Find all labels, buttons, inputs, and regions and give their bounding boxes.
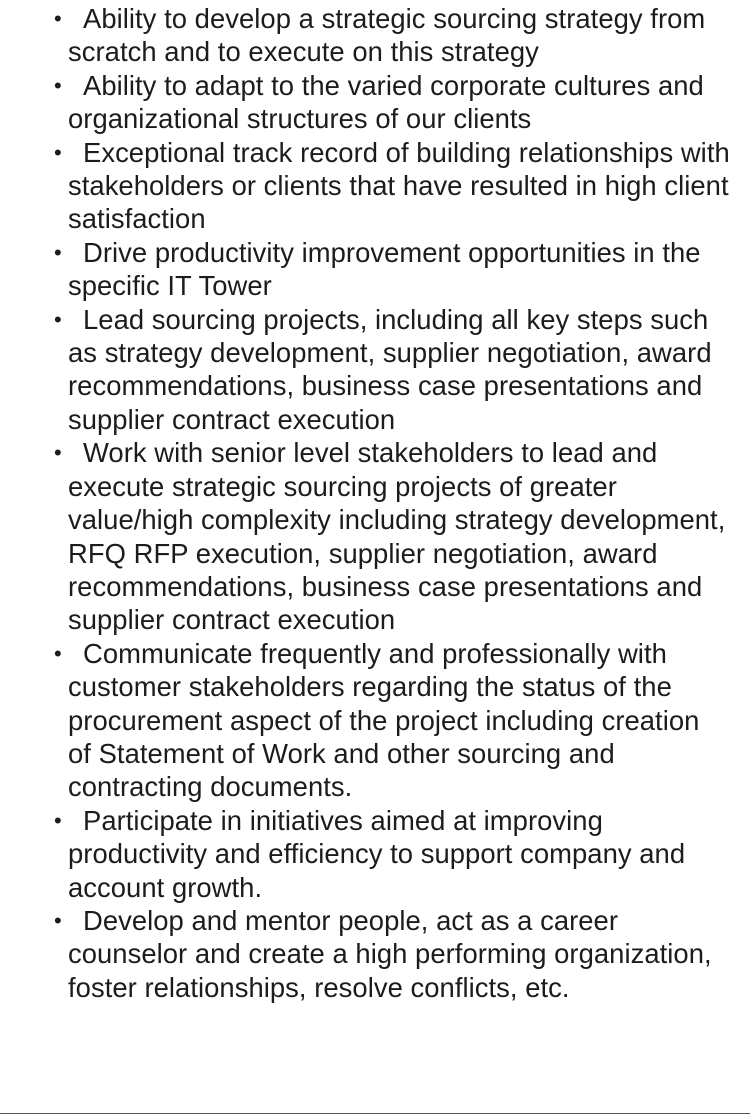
list-item-text: Communicate frequently and professionally with customer stakeholders regarding the status of the procurement aspect of the project including creation of Statement of Work and other sourcing and contracting documents. [68,637,700,803]
bullet-icon: • [54,139,62,165]
list-item-text: Drive productivity improvement opportunities in the specific IT Tower [68,236,701,302]
bullet-icon: • [54,907,62,933]
list-item-text: Work with senior level stakeholders to lead and execute strategic sourcing projects of greater value/high complexity including strategy development, RFQ RFP execution, supplier negotiation, award recommendations, business case presentations and supplier contract execution [68,437,726,636]
list-item-text: Ability to develop a strategic sourcing strategy from scratch and to execute on this strategy [68,3,706,68]
list-item [54,69,730,136]
bullet-icon: • [54,807,62,833]
list-item-text: Lead sourcing projects, including all key steps such as strategy development, supplier negotiation, award recommendations, business case presentations and supplier contract execution [68,303,712,435]
list-item [54,637,730,804]
bottom-divider [0,1113,750,1114]
list-item [54,136,730,236]
list-item [54,236,730,303]
list-item-text: Exceptional track record of building relationships with stakeholders or clients that have resulted in high client satisfaction [68,136,730,235]
list-item-text: Develop and mentor people, act as a career counselor and create a high performing organization, foster relationships, resolve conflicts, etc. [68,904,712,1003]
list-item [54,804,730,904]
list-item [54,904,730,1004]
list-item-text: Participate in initiatives aimed at improving productivity and efficiency to support company and account growth. [68,804,686,903]
list-item [54,2,730,69]
bullet-icon: • [54,72,62,98]
list-item [54,436,730,636]
bullet-icon: • [54,306,62,332]
list-item [54,303,730,437]
bullet-icon: • [54,239,62,265]
list-item-text: Ability to adapt to the varied corporate cultures and organizational structures of our clients [68,69,704,135]
bullet-icon: • [54,440,62,466]
bullet-icon: • [54,6,62,31]
bullet-icon: • [54,640,62,666]
